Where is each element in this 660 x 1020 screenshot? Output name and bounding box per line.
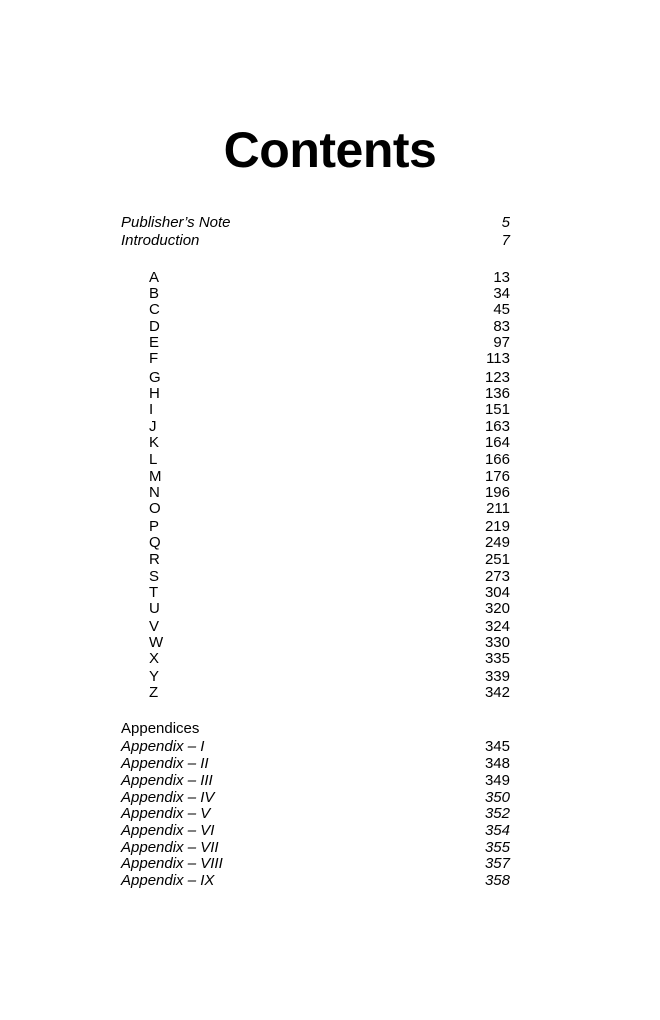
toc-entry-appendix-5[interactable]	[0, 805, 660, 823]
toc-entry-label: I	[149, 401, 154, 418]
toc-entry-letter-r[interactable]	[0, 551, 660, 569]
toc-entry-appendix-2[interactable]	[0, 755, 660, 773]
toc-entry-letter-c[interactable]	[0, 301, 660, 319]
toc-entry-label: T	[149, 584, 159, 601]
toc-entry-label: C	[149, 301, 160, 318]
toc-entry-page: 342	[484, 684, 510, 701]
toc-entry-page: 320	[484, 600, 510, 617]
toc-entry-letter-i[interactable]	[0, 401, 660, 419]
toc-entry-letter-o[interactable]	[0, 500, 660, 518]
toc-entry-label: Appendix – III	[121, 772, 213, 789]
appendices-heading: Appendices	[121, 720, 200, 737]
toc-entry-page: 345	[484, 738, 510, 755]
toc-entry-page: 34	[493, 285, 510, 302]
toc-entry-label: D	[149, 318, 160, 335]
toc-entry-label: Appendix – VII	[121, 839, 219, 856]
toc-entry-label: Introduction	[121, 232, 200, 249]
toc-entry-page: 339	[484, 668, 510, 685]
toc-entry-letter-f[interactable]	[0, 350, 660, 368]
toc-entry-letter-q[interactable]	[0, 534, 660, 552]
toc-entry-page: 5	[501, 214, 510, 231]
toc-entry-page: 166	[484, 451, 510, 468]
toc-entry-label: Z	[149, 684, 159, 701]
toc-entry-introduction[interactable]	[0, 232, 660, 250]
toc-entry-label: Appendix – II	[121, 755, 209, 772]
toc-entry-page: 273	[484, 568, 510, 585]
toc-entry-appendix-8[interactable]	[0, 855, 660, 873]
toc-entry-page: 164	[484, 434, 510, 451]
toc-entry-label: F	[149, 350, 159, 367]
toc-entry-label: W	[149, 634, 164, 651]
toc-entry-letter-z[interactable]	[0, 684, 660, 702]
toc-entry-page: 123	[484, 369, 510, 386]
toc-entry-label: J	[149, 418, 157, 435]
toc-entry-label: Appendix – VI	[121, 822, 215, 839]
toc-entry-page: 151	[484, 401, 510, 418]
toc-entry-page: 357	[484, 855, 510, 872]
page-title: Contents	[223, 122, 437, 178]
toc-entry-page: 13	[493, 269, 510, 286]
toc-entry-label: U	[149, 600, 160, 617]
toc-entry-page: 136	[484, 385, 510, 402]
toc-entry-label: L	[149, 451, 158, 468]
toc-entry-page: 163	[484, 418, 510, 435]
toc-entry-label: O	[149, 500, 161, 517]
toc-entry-page: 349	[484, 772, 510, 789]
toc-entry-label: Appendix – IV	[121, 789, 215, 806]
toc-entry-label: H	[149, 385, 160, 402]
toc-entry-page: 304	[484, 584, 510, 601]
toc-entry-label: K	[149, 434, 160, 451]
toc-entry-label: Publisher’s Note	[121, 214, 231, 231]
toc-entry-page: 350	[484, 789, 510, 806]
toc-entry-appendix-3[interactable]	[0, 772, 660, 790]
toc-entry-appendix-9[interactable]	[0, 872, 660, 890]
toc-entry-page: 113	[486, 350, 510, 367]
toc-entry-page: 45	[493, 301, 510, 318]
toc-entry-label: Appendix – VIII	[121, 855, 223, 872]
toc-entry-label: N	[149, 484, 160, 501]
toc-entry-page: 324	[484, 618, 510, 635]
toc-entry-label: V	[149, 618, 160, 635]
toc-entry-page: 211	[486, 500, 510, 517]
toc-entry-letter-u[interactable]	[0, 600, 660, 618]
toc-entry-label: R	[149, 551, 160, 568]
toc-entry-page: 354	[484, 822, 510, 839]
toc-entry-page: 330	[484, 634, 510, 651]
toc-entry-page: 97	[493, 334, 510, 351]
toc-entry-page: 358	[484, 872, 510, 889]
toc-entry-label: X	[149, 650, 160, 667]
toc-entry-page: 352	[484, 805, 510, 822]
toc-entry-label: Appendix – IX	[121, 872, 215, 889]
toc-entry-page: 355	[484, 839, 510, 856]
toc-entry-page: 7	[501, 232, 510, 249]
toc-entry-page: 176	[484, 468, 510, 485]
toc-entry-appendix-6[interactable]	[0, 822, 660, 840]
toc-entry-label: A	[149, 269, 160, 286]
toc-entry-label: S	[149, 568, 160, 585]
toc-entry-page: 335	[484, 650, 510, 667]
toc-entry-label: M	[149, 468, 162, 485]
toc-entry-label: E	[149, 334, 160, 351]
toc-entry-appendix-1[interactable]	[0, 738, 660, 756]
toc-entry-letter-k[interactable]	[0, 434, 660, 452]
toc-entry-publishers-note[interactable]	[0, 214, 660, 232]
toc-entry-page: 83	[493, 318, 510, 335]
toc-entry-page: 251	[484, 551, 510, 568]
toc-entry-page: 219	[484, 518, 510, 535]
toc-entry-label: P	[149, 518, 160, 535]
toc-entry-label: Q	[149, 534, 161, 551]
toc-entry-label: G	[149, 369, 161, 386]
toc-entry-letter-x[interactable]	[0, 650, 660, 668]
toc-entry-label: Y	[149, 668, 160, 685]
toc-entry-label: B	[149, 285, 160, 302]
toc-entry-letter-l[interactable]	[0, 451, 660, 469]
toc-entry-label: Appendix – V	[121, 805, 211, 822]
toc-entry-label: Appendix – I	[121, 738, 205, 755]
toc-entry-page: 196	[484, 484, 510, 501]
toc-entry-page: 348	[484, 755, 510, 772]
toc-entry-page: 249	[484, 534, 510, 551]
